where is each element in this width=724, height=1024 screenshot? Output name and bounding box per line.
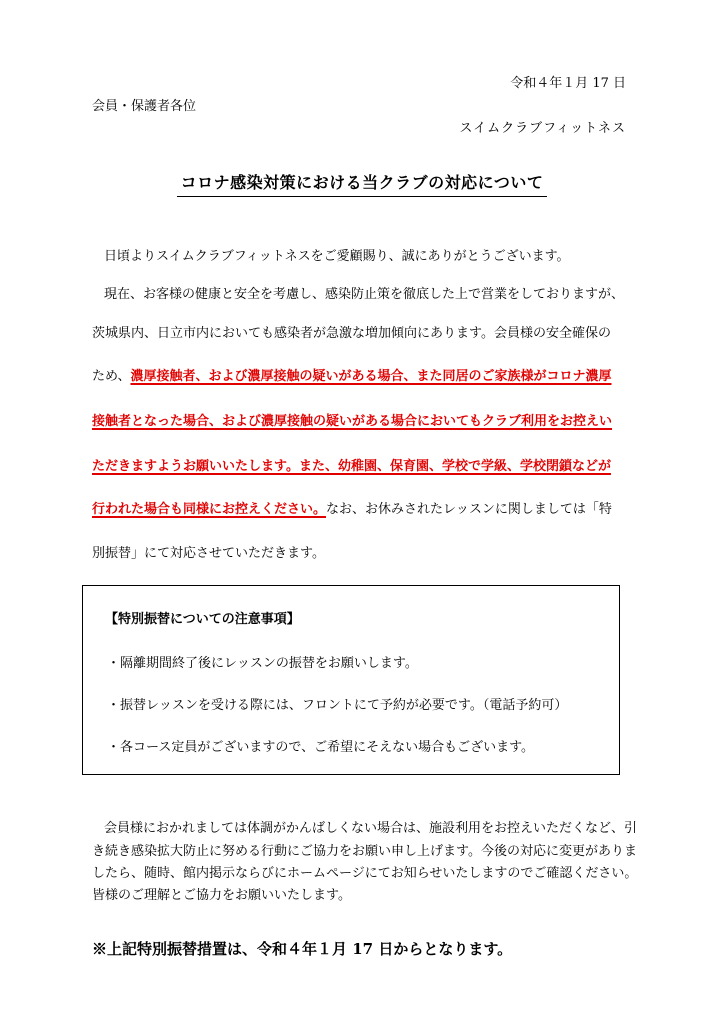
body-line-4-prefix: ため、 xyxy=(92,369,131,384)
closing-line-4: 皆様のご理解とご協力をお願いいたします。 xyxy=(92,888,351,903)
notice-box xyxy=(82,585,620,775)
sender-name: スイムクラブフィットネス xyxy=(459,121,626,136)
notice-item: ・振替レッスンを受ける際には、フロントにて予約が必要です。（電話予約可） xyxy=(107,698,568,713)
body-line-7-suffix: なお、お休みされたレッスンに関しましては「特 xyxy=(326,502,612,517)
body-line-2: 現在、お客様の健康と安全を考慮し、感染防止策を徹底した上で営業をしておりますが、 xyxy=(104,287,625,302)
body-line-5 xyxy=(92,410,612,429)
page-title: コロナ感染対策における当クラブの対応について xyxy=(177,170,548,197)
notice-item: ・各コース定員がございますので、ご希望にそえない場合もございます。 xyxy=(107,740,535,755)
emphasis-text-3: ただきますようお願いいたします。また、幼稚園、保育園、学校で学級、学校閉鎖などが xyxy=(92,459,611,474)
notice-date: 令和４年１月 17 日 xyxy=(510,76,626,91)
emphasis-text-1: 濃厚接触者、および濃厚接触の疑いがある場合、また同居のご家族様がコロナ濃厚 xyxy=(130,369,612,384)
body-line-8: 別振替」にて対応させていただきます。 xyxy=(92,546,325,561)
body-line-1: 日頃よりスイムクラブフィットネスをご愛顧賜り、誠にありがとうございます。 xyxy=(104,249,570,264)
body-line-6 xyxy=(92,455,611,474)
emphasis-text-2: 接触者となった場合、および濃厚接触の疑いがある場合においてもクラブ利用をお控えい xyxy=(92,414,613,429)
closing-line-3: したら、随時、館内掲示ならびにホームページにてお知らせいたしますのでご確認ください。 xyxy=(92,866,638,881)
emphasis-text-4: 行われた場合も同様にお控えください。 xyxy=(92,502,327,517)
notice-item: ・隔離期間終了後にレッスンの振替をお願いします。 xyxy=(107,656,418,671)
title-container xyxy=(0,170,724,197)
body-line-7 xyxy=(92,498,612,517)
body-line-3: 茨城県内、日立市内においても感染者が急激な増加傾向にあります。会員様の安全確保の xyxy=(92,326,611,341)
recipients: 会員・保護者各位 xyxy=(92,99,197,114)
notice-heading: 【特別振替についての注意事項】 xyxy=(105,612,300,627)
closing-line-2: き続き感染拡大防止に努める行動にご協力をお願い申し上げます。今後の対応に変更がありま xyxy=(92,844,637,859)
closing-line-1: 会員様におかれましては体調がかんばしくない場合は、施設利用をお控えいただくなど、引 xyxy=(104,821,638,836)
body-line-4 xyxy=(92,365,612,384)
final-note: ※上記特別振替措置は、令和４年１月 17 日からとなります。 xyxy=(92,940,513,958)
